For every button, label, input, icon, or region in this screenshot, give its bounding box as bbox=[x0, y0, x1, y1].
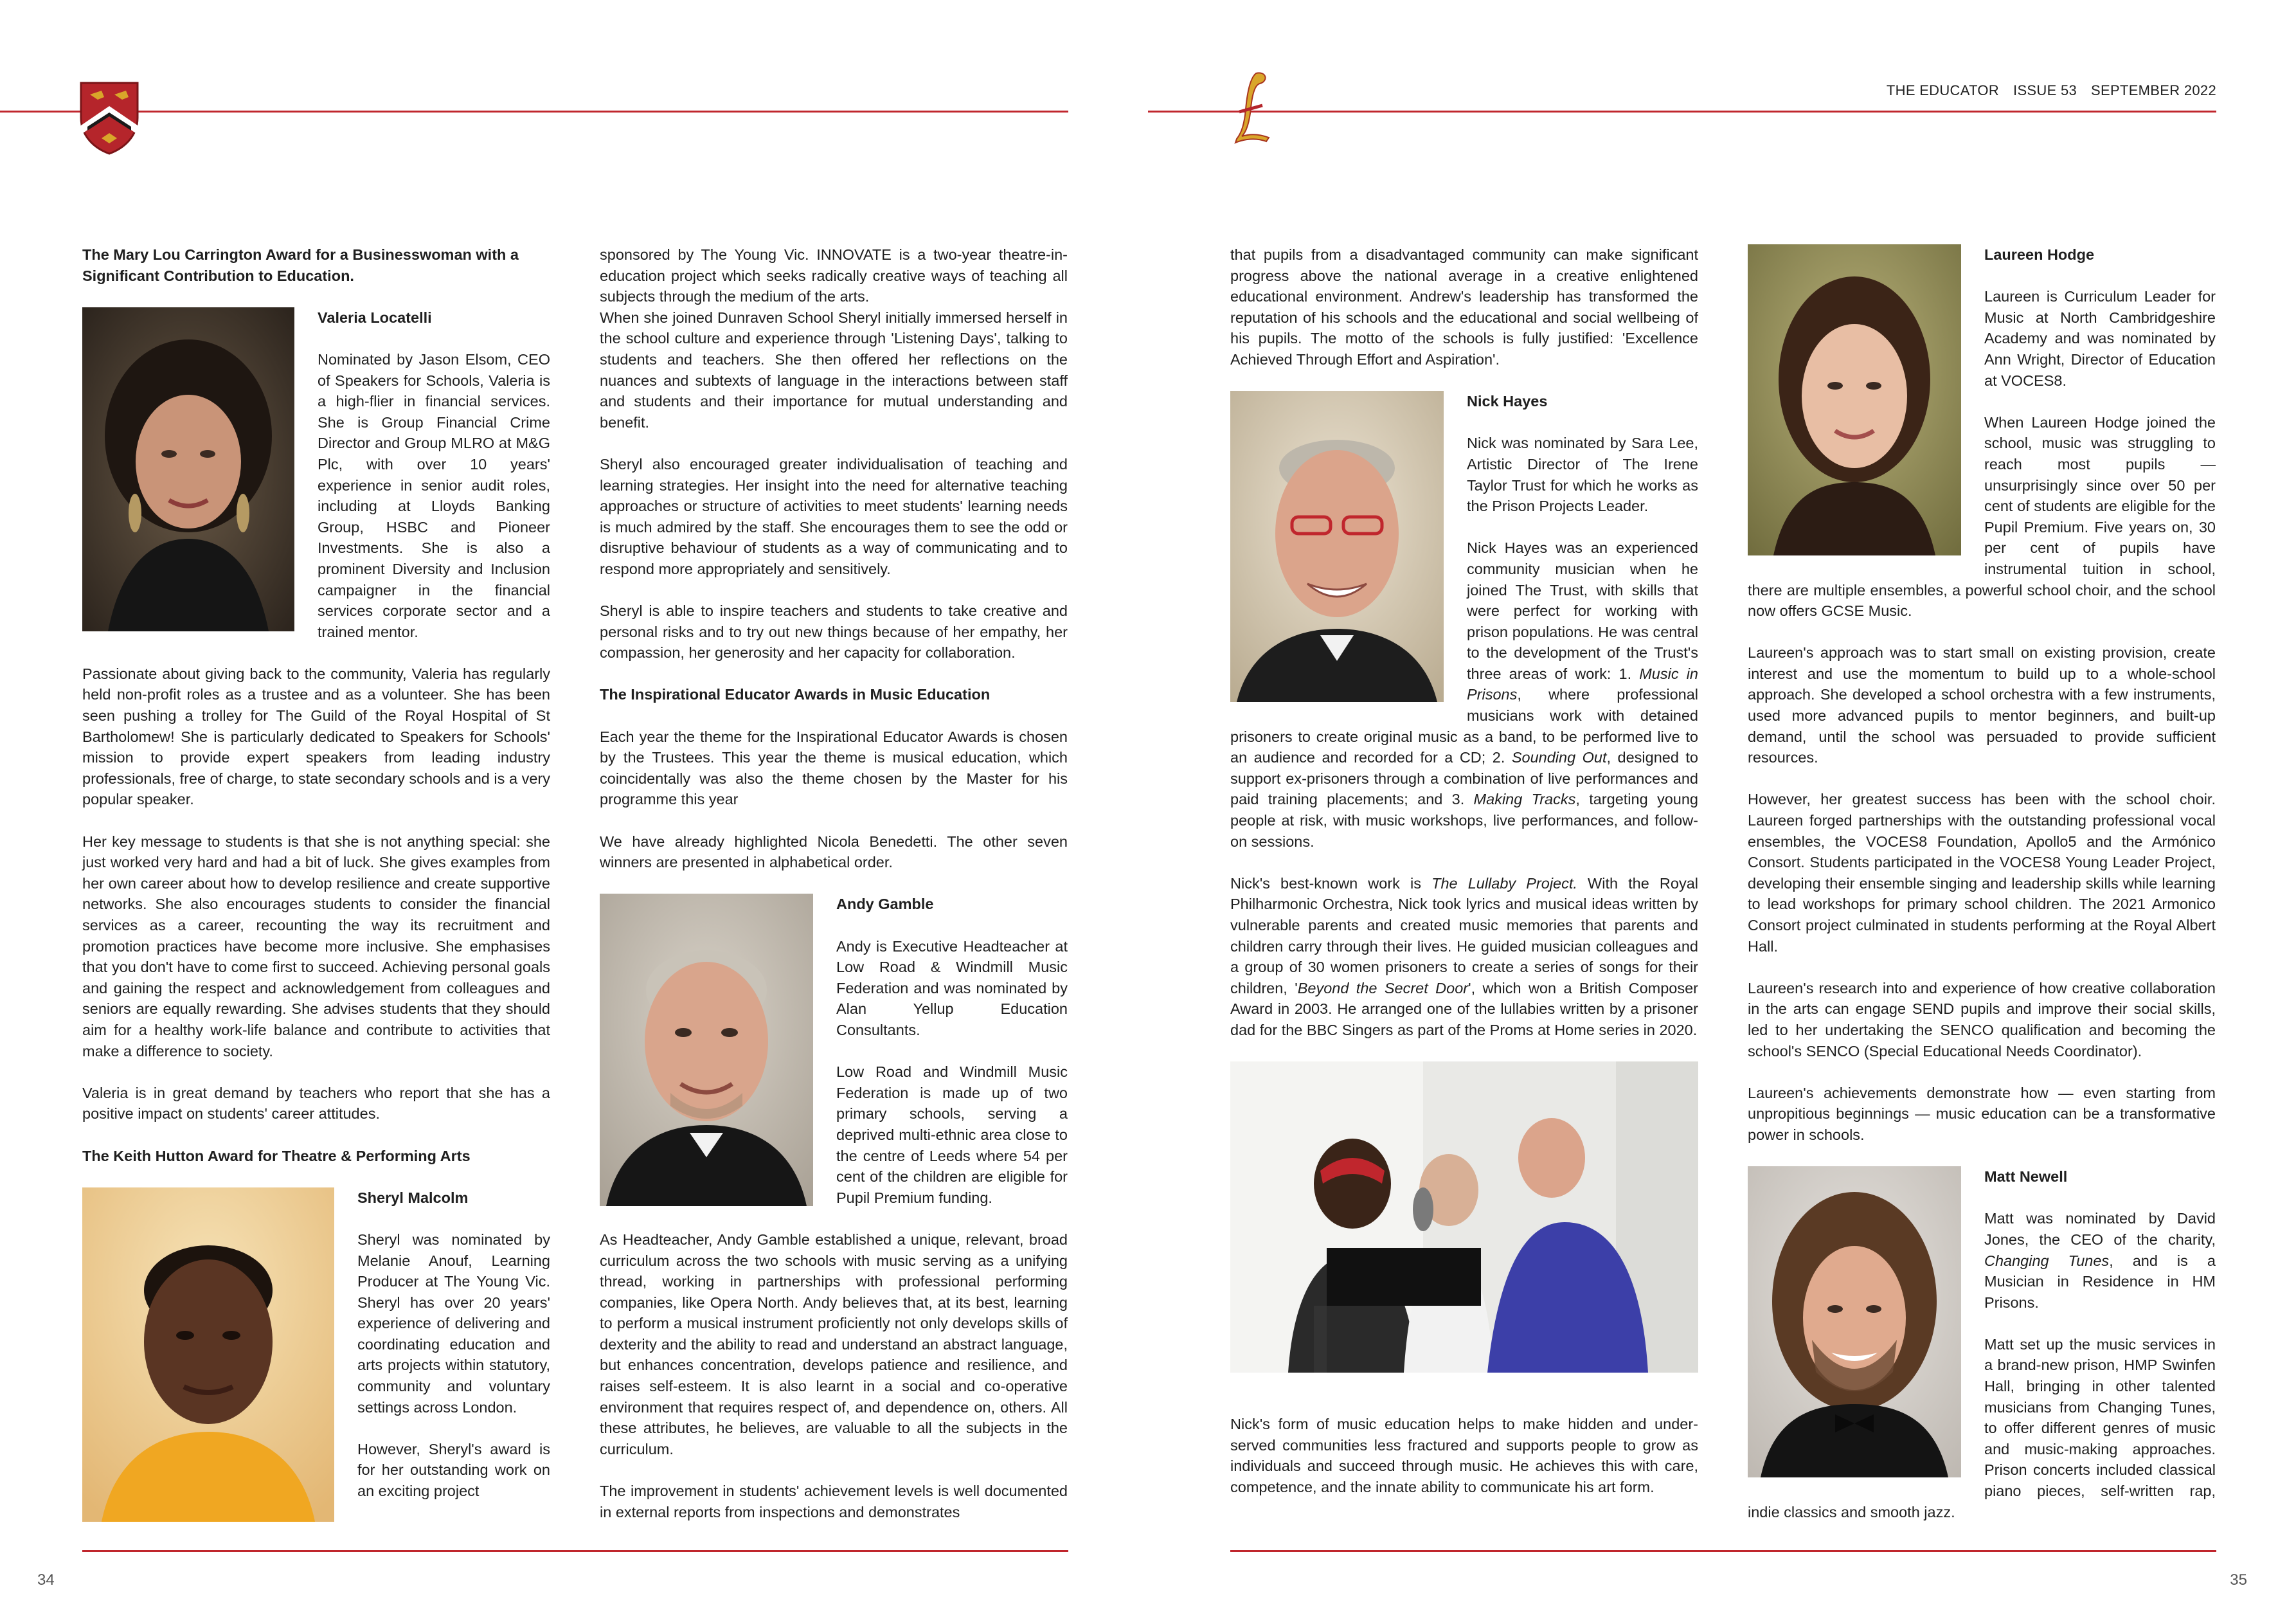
andy-paragraph-2: Low Road and Windmill Music Federation is made up of two primary schools, serving a deprived multi-ethnic area close to the centre of Leeds where 54 per cent of the children are eligible for Pupil Premium funding. bbox=[836, 1063, 1068, 1206]
footer-rule-left bbox=[82, 1550, 1068, 1552]
nick-p3-title-1: The Lullaby Project. bbox=[1431, 874, 1577, 892]
valeria-paragraph-1: Nominated by Jason Elsom, CEO of Speakers for Schools, Valeria is a high-flier in financial services. She is Group Financial Crime Director and Group MLRO at M&G Plc, with over 10 years' experience in senior audit roles, including at Lloyds Banking Group, HSBC and Pioneer Investments. She is also a prominent Diversity and Inclusion campaigner in the financial services corporate sector and a trained mentor. bbox=[318, 350, 550, 640]
header-rule-left bbox=[0, 111, 1068, 113]
nick-p2-title-3: Making Tracks bbox=[1473, 791, 1576, 808]
column-3 bbox=[1230, 244, 1698, 1498]
nick-p3-text-a: Nick's best-known work is bbox=[1230, 874, 1432, 892]
laureen-paragraph-3: Laureen's approach was to start small on existing provision, create interest and use the momentum to build up to a whole-school approach. She developed a school orchestra with a few instruments, used more advanced pupils to mentor beginners, and built-up demand, until the school was persuaded to provide sufficient resources. bbox=[1748, 644, 2216, 766]
valeria-photo bbox=[82, 307, 294, 631]
valeria-paragraph-4: Valeria is in great demand by teachers who report that she has a positive impact on students' career attitudes. bbox=[82, 1084, 550, 1123]
masthead-date: SEPTEMBER 2022 bbox=[2091, 82, 2216, 98]
header-rule-right bbox=[1148, 111, 2216, 113]
nominee-name-laureen: Laureen Hodge bbox=[1984, 246, 2095, 263]
nick-photo bbox=[1230, 391, 1444, 702]
sheryl-paragraph-6: Sheryl is able to inspire teachers and students to take creative and personal risks and to try out new things because of her empathy, her compassion, her generosity and her capacity for collaboration. bbox=[600, 602, 1068, 662]
sheryl-photo bbox=[82, 1187, 334, 1522]
nick-workshop-photo bbox=[1230, 1061, 1698, 1373]
masthead-publication: THE EDUCATOR bbox=[1886, 82, 2000, 98]
nick-p3-text-b: With the Royal Philharmonic Orchestra, Nick took lyrics and musical ideas written by vulnerable parents and created music memories that parents and children carry through their lives. He guided musician colleagues and a group of 30 women prisoners to create a series of songs for their children, ' bbox=[1230, 874, 1698, 997]
award-heading-theatre: The Keith Hutton Award for Theatre & Performing Arts bbox=[82, 1147, 471, 1164]
page-number-left: 34 bbox=[37, 1571, 55, 1589]
sheryl-paragraph-1: Sheryl was nominated by Melanie Anouf, Learning Producer at The Young Vic. Sheryl has over 20 years' experience of delivering and coordinating education and arts projects within statutory, community and voluntary settings across London. bbox=[357, 1231, 550, 1416]
laureen-paragraph-6: Laureen's achievements demonstrate how — even starting from unpropitious beginnings — music education can be a transformative power in schools. bbox=[1748, 1084, 2216, 1143]
andy-paragraph-4: The improvement in students' achievement levels is well documented in external reports from inspections and demonstrates bbox=[600, 1483, 1068, 1520]
andy-paragraph-1: Andy is Executive Headteacher at Low Road & Windmill Music Federation and was nominated by Alan Yellup Education Consultants. bbox=[836, 937, 1068, 1038]
valeria-paragraph-2: Passionate about giving back to the community, Valeria has regularly held non-profit roles as a trustee and as a volunteer. She has been seen pushing a trolley for The Guild of the Royal Hospital of St Bartholomew! She is particularly dedicated to Speakers for Schools' mission to provide expert speakers from leading industry professionals, free of charge, to state secondary schools and is a very popular speaker. bbox=[82, 665, 550, 808]
matt-p1-text-a: Matt was nominated by David Jones, the CEO of the charity, bbox=[1984, 1210, 2216, 1248]
nick-paragraph-4: Nick's form of music education helps to make hidden and under-served communities less fractured and supports people to grow as individuals and succeed through music. He achieves this with care, competence, and the innate ability to communicate his art form. bbox=[1230, 1416, 1698, 1495]
column-2 bbox=[600, 244, 1068, 1522]
nick-p2-text-c: , designed to support ex-prisoners through a combination of live performances and paid training placements; and 3. bbox=[1230, 749, 1698, 808]
laureen-photo bbox=[1748, 244, 1961, 555]
music-intro-paragraph-2: We have already highlighted Nicola Benedetti. The other seven winners are presented in alphabetical order. bbox=[600, 833, 1068, 871]
nominee-name-nick: Nick Hayes bbox=[1467, 393, 1548, 410]
valeria-paragraph-3: Her key message to students is that she is not anything special: she just worked very hard and had a bit of luck. She gives examples from her own career about how to develop resilience and create supportive networks. She also encourages students to consider the financial services as a career, recounting the way its recruitment and promotion practices have become more inclusive. She emphasises that you don't have to come first to succeed. Achieving personal goals and gaining the respect and acknowledgement from colleagues and seniors are equally rewarding. She advises students that they should aim for a healthy work-life balance and contribute to activities that make a difference to society. bbox=[82, 833, 550, 1060]
matt-p1-text-b: , and is a Musician in Residence in HM Prisons. bbox=[1984, 1252, 2216, 1311]
sheryl-paragraph-5: Sheryl also encouraged greater individualisation of teaching and learning strategies. Her insight into the need for alternative teaching approaches or structure of activities to meet students' learning needs is much admired by the staff. She encourages them to see the odd or disruptive behaviour of students as a way of communicating and to respond more appropriately and sensitively. bbox=[600, 455, 1068, 577]
music-intro-paragraph-1: Each year the theme for the Inspirational Educator Awards is chosen by the Trustees. This year the theme is musical education, which coincidentally was also the theme chosen by the Master for his programme this year bbox=[600, 728, 1068, 808]
nick-p2-title-1: Music in Prisons bbox=[1467, 665, 1698, 703]
nick-p3-title-2: Beyond the Secret Door bbox=[1297, 979, 1469, 997]
andy-photo bbox=[600, 894, 813, 1206]
nick-p2-text-d: , targeting young people at risk, with music workshops, live performances, and follow-on sessions. bbox=[1230, 791, 1698, 850]
nick-p2-title-2: Sounding Out bbox=[1511, 749, 1607, 766]
masthead bbox=[1887, 82, 2216, 99]
sheryl-paragraph-2: However, Sheryl's award is for her outstanding work on an exciting project bbox=[357, 1440, 550, 1500]
matt-paragraph-2: Matt set up the music services in a brand-new prison, HMP Swinfen Hall, bringing in other talented musicians from Changing Tunes, to offer different genres of music and music-making approaches. Prison concerts included classical piano pieces, self-written rap, indie classics and smooth jazz. bbox=[1748, 1335, 2216, 1520]
matt-p1-charity: Changing Tunes bbox=[1984, 1252, 2110, 1269]
laureen-paragraph-4: However, her greatest success has been with the school choir. Laureen forged partnerships with the outstanding professional vocal ensembles, the VOCES8 Foundation, Apollo5 and the Armónico Consort. Students participated in the VOCES8 Young Leader Project, developing their ensemble singing and leadership skills while learning to lead workshops for primary school children. The 2021 Armonico Consort project culminated in students performing at the Royal Albert Hall. bbox=[1748, 791, 2216, 955]
andy-paragraph-5: that pupils from a disadvantaged community can make significant progress above the national average in a creative enlightened educational environment. Andrew's leadership has transformed the reputation of his schools and the educational and social wellbeing of his pupils. The motto of the schools is fully justified: 'Excellence Achieved Through Effort and Aspiration'. bbox=[1230, 246, 1698, 368]
column-4 bbox=[1748, 244, 2216, 1522]
nominee-name-matt: Matt Newell bbox=[1984, 1168, 2068, 1186]
laureen-paragraph-2: When Laureen Hodge joined the school, music was struggling to reach most pupils — unsurprisingly since over 50 per cent of students are eligible for the Pupil Premium. Five years on, 30 per cent of pupils have instrumental tuition in school, there are multiple ensembles, a powerful school choir, and the school now offers GCSE Music. bbox=[1748, 413, 2216, 620]
right-page bbox=[1148, 0, 2296, 1624]
column-1 bbox=[82, 244, 550, 1528]
nominee-name-valeria: Valeria Locatelli bbox=[318, 309, 432, 326]
nominee-name-sheryl: Sheryl Malcolm bbox=[357, 1189, 469, 1206]
nick-paragraph-1: Nick was nominated by Sara Lee, Artistic Director of The Irene Taylor Trust for which he works as the Prison Projects Leader. bbox=[1467, 435, 1698, 515]
laureen-paragraph-5: Laureen's research into and experience of how creative collaboration in the arts can engage SEND pupils and improve their social skills, led to her undertaking the SENCO qualification and becoming the school's SENCO (Special Educational Needs Coordinator). bbox=[1748, 979, 2216, 1060]
music-awards-heading: The Inspirational Educator Awards in Music Education bbox=[600, 686, 991, 703]
nick-paragraph-3 bbox=[1230, 873, 1698, 1041]
sheryl-paragraph-4: When she joined Dunraven School Sheryl initially immersed herself in the school culture and experience through 'Listening Days', talking to students and teachers. She then offered her reflections on the nuances and subtexts of language in the interactions between staff and students and their importance for mutual understanding and benefit. bbox=[600, 309, 1068, 431]
award-heading-businesswoman: The Mary Lou Carrington Award for a Businesswoman with a Significant Contribution to Education. bbox=[82, 246, 519, 284]
nominee-name-andy: Andy Gamble bbox=[836, 896, 934, 913]
andy-paragraph-3: As Headteacher, Andy Gamble established a unique, relevant, broad curriculum across the two schools with music serving as a unifying thread, working in partnerships with professional performing companies, like Opera North. Andy believes that, at its best, learning to perform a musical instrument proficiently not only develops skills of dexterity and the ability to read and understand an abstract language, but enhances concentration, develops patience and resilience, and raises self-esteem. It is also learnt in a social and co-operative environment that requires respect of, and dependence on, others. All these attributes, he believes, are valuable to all the subjects in the curriculum. bbox=[600, 1231, 1068, 1457]
footer-rule-right bbox=[1230, 1550, 2216, 1552]
sheryl-paragraph-3: sponsored by The Young Vic. INNOVATE is a two-year theatre-in-education project which seeks radically creative ways of teaching all subjects through the medium of the arts. bbox=[600, 246, 1068, 305]
nick-p3-text-c: ', which won a British Composer Award in 2003. He arranged one of the lullabies written by a prisoner dad for the BBC Singers as part of the Proms at Home series in 2020. bbox=[1230, 979, 1698, 1038]
masthead-issue: ISSUE 53 bbox=[2013, 82, 2077, 98]
nick-p2-text-b: , where professional musicians work with detained prisoners to create original music as a band, to be performed live to an audience and recorded for a CD; 2. bbox=[1230, 686, 1698, 766]
laureen-paragraph-1: Laureen is Curriculum Leader for Music at North Cambridgeshire Academy and was nominated by Ann Wright, Director of Education at VOCES8. bbox=[1984, 288, 2216, 389]
page-number-right: 35 bbox=[2230, 1571, 2247, 1589]
l-monogram-icon bbox=[1230, 69, 1275, 145]
nick-p2-text-a: Nick Hayes was an experienced community musician when he joined The Trust, with skills that were perfect for working with prison populations. He was central to the development of the Trust's three areas of work: 1. bbox=[1467, 539, 1698, 682]
school-crest-icon bbox=[78, 80, 140, 155]
matt-photo bbox=[1748, 1166, 1961, 1477]
